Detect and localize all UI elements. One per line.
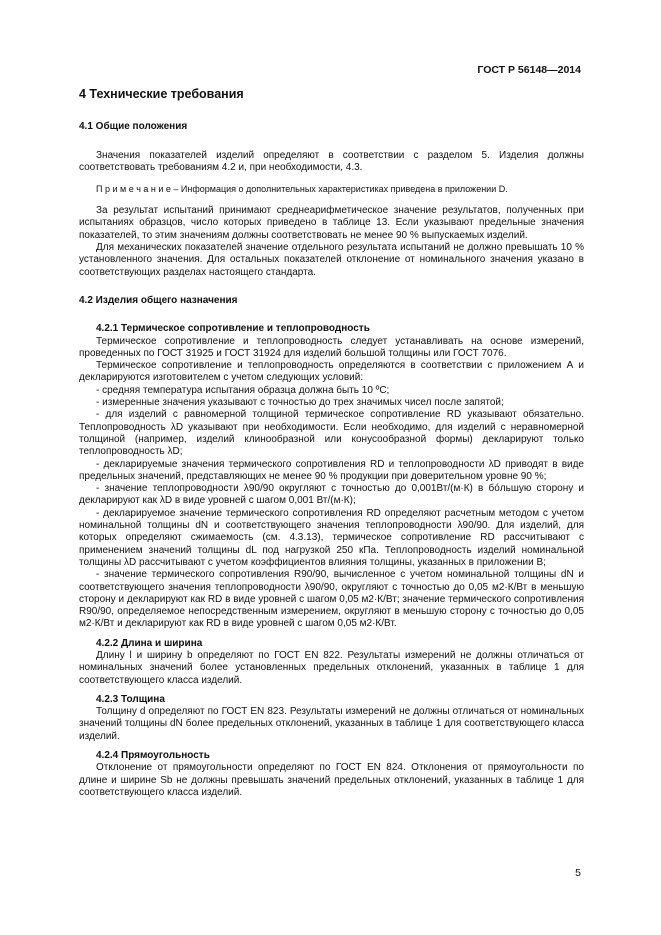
subsection-4-2-title: 4.2 Изделия общего назначения [79,294,238,306]
paragraph: Термическое сопротивление и теплопроводность определяются в соответствии с приложением А и декларируются изготовителем с учетом следующих условий: [79,360,584,384]
clause-4-2-2-title: 4.2.2 Длина и ширина [96,637,203,649]
paragraph: За результат испытаний принимают среднеарифметическое значение результатов, полученных при испытаниях образцов, число которых приведено в таблице 13. Если указывают предельные значения показателей, то этим значениям должны соответствовать не менее 90 % выпускаемых изделий. [79,205,584,241]
list-item: - значение теплопроводности λ90/90 округляют с точностью до 0,001Вт/(м·К) в бóльшую сторону и декларируют как λD в виде уровней с шагом 0,001 Вт/(м·К); [79,483,584,507]
clause-4-2-3-title: 4.2.3 Толщина [96,693,165,705]
list-item: - декларируемые значения термического сопротивления RD и теплопроводности λD приводят в виде предельных значений, представляющих не менее 90 % продукции при доверительном уровне 90 %; [79,458,584,482]
list-item: - измеренные значения указывают с точностью до трех значимых чисел после запятой; [96,397,504,409]
list-item: - средняя температура испытания образца должна быть 10 ºС; [96,384,390,396]
paragraph: Длину l и ширину b определяют по ГОСТ EN 822. Результаты измерений не должны отличаться от номинальных значений более установленных предельных отклонений, указанных в таблице 1 для соответствующего класса изделий. [79,649,584,686]
paragraph: Термическое сопротивление и теплопроводность следует устанавливать на основе измерений, проведенных по ГОСТ 31925 и ГОСТ 31924 для изделий большой толщины или ГОСТ 7076. [79,335,584,359]
list-item: - декларируемое значение термического сопротивления RD определяют расчетным методом с учетом номинальной толщины dN и соответствующего значения теплопроводности λ90/90. Для изделий, для которых определяют сжимаемость (см. 4.3.13), термическое сопротивление RD рассчитывают с применением значений толщины dL под нагрузкой 250 кПа. Теплопроводность изделий номинальной толщины λD рассчитывают с учетом коэффициентов влияния толщины, указанных в приложении В; [79,507,584,568]
clause-4-2-4-title: 4.2.4 Прямоугольность [96,750,210,762]
subsection-4-1-title: 4.1 Общие положения [79,121,188,133]
clause-4-2-1-title: 4.2.1 Термическое сопротивление и теплопроводность [96,323,370,335]
paragraph: Толщину d определяют по ГОСТ EN 823. Результаты измерений не должны отличаться от номинальных значений толщины dN более предельных отклонений, указанных в таблице 1 для соответствующего класса изделий. [79,706,584,742]
paragraph: Значения показателей изделий определяют в соответствии с разделом 5. Изделия должны соответствовать требованиям 4.2 и, при необходимости, 4.3. [79,149,584,173]
document-body [79,88,584,799]
list-item: - значение термического сопротивления R90/90, вычисленное с учетом номинальной толщины dN и соответствующего значения теплопроводности λ90/90, округляют с точностью до 0,05 м2·К/Вт в меньшую сторону и декларируют как RD в виде уровней с шагом 0,05 м2·К/Вт; значение термического сопротивления R90/90, определяемое непосредственным измерением, округляют в меньшую сторону с точностью до 0,05 м2·К/Вт и декларируют как RD в виде уровней с шагом 0,05 м2·К/Вт. [79,569,584,630]
section-title: 4 Технические требования [79,87,244,101]
note: П р и м е ч а н и е – Информация о дополнительных характеристиках приведена в приложении D. [96,184,508,195]
document-number: ГОСТ Р 56148—2014 [477,64,581,76]
page-number: 5 [575,867,581,879]
list-item: - для изделий с равномерной толщиной термическое сопротивление RD указывают обязательно. Теплопроводность λD указывают при необходимости. Если необходимо, для изделий с неравномерной толщиной (например, изделий клинообразной или конусообразной формы) декларируют только теплопроводность λD; [79,409,584,458]
paragraph: Отклонение от прямоугольности определяют по ГОСТ EN 824. Отклонения от прямоугольности по длине и ширине Sb не должны превышать значений предельных отклонений, указанных в таблице 1 для соответствующего класса изделий. [79,762,584,798]
paragraph: Для механических показателей значение отдельного результата испытаний не должно превышать 10 % установленного значения. Для остальных показателей отклонение от номинального значения указано в соответствующих разделах настоящего стандарта. [79,242,584,278]
